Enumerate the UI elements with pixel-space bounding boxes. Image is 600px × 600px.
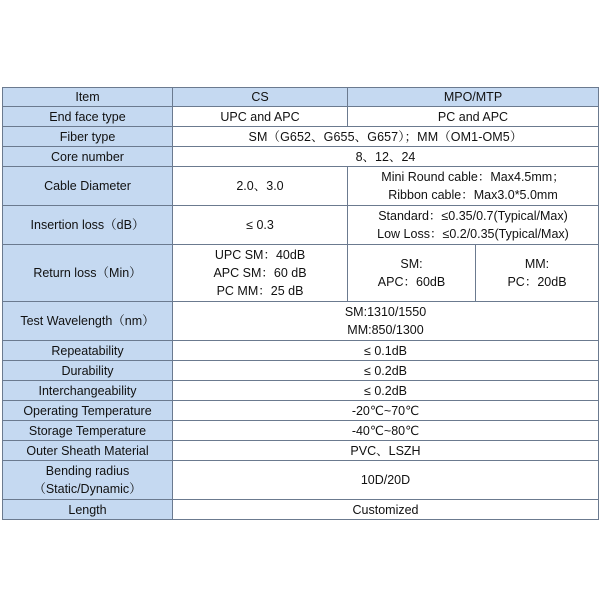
- bending-radius-label-line1: Bending radius: [45, 464, 130, 478]
- row-label-return-loss: Return loss（Min）: [3, 245, 173, 302]
- row-label-durability: Durability: [3, 361, 173, 381]
- interchangeability-value: ≤ 0.2dB: [173, 381, 599, 401]
- header-cs: CS: [173, 88, 348, 107]
- return-loss-cs: [173, 245, 348, 302]
- return-loss-cs-line2: APC SM：60 dB: [213, 266, 307, 280]
- insertion-loss-mpo-line2: Low Loss：≤0.2/0.35(Typical/Max): [377, 227, 569, 241]
- return-loss-cs-line1: UPC SM：40dB: [214, 248, 306, 262]
- insertion-loss-mpo-line1: Standard：≤0.35/0.7(Typical/Max): [378, 209, 568, 223]
- operating-temperature-value: -20℃~70℃: [173, 401, 599, 421]
- cable-diameter-mpo-line1: Mini Round cable：Max4.5mm；: [381, 170, 565, 184]
- storage-temperature-value: -40℃~80℃: [173, 421, 599, 441]
- row-label-core-number: Core number: [3, 147, 173, 167]
- row-label-insertion-loss: Insertion loss（dB）: [3, 206, 173, 245]
- bending-radius-value: 10D/20D: [173, 461, 599, 500]
- table-row: [3, 441, 599, 461]
- spec-table: [2, 87, 599, 520]
- row-label-storage-temperature: Storage Temperature: [3, 421, 173, 441]
- test-wavelength-line1: SM:1310/1550: [344, 305, 427, 319]
- row-label-test-wavelength: Test Wavelength（nm）: [3, 302, 173, 341]
- header-item: Item: [3, 88, 173, 107]
- row-label-operating-temperature: Operating Temperature: [3, 401, 173, 421]
- return-loss-mm: [476, 245, 599, 302]
- table-row: [3, 401, 599, 421]
- row-label-bending-radius: [3, 461, 173, 500]
- repeatability-value: ≤ 0.1dB: [173, 341, 599, 361]
- cable-diameter-cs: 2.0、3.0: [173, 167, 348, 206]
- table-row: [3, 147, 599, 167]
- return-loss-mm-line1: MM:: [524, 257, 550, 271]
- header-mpo: MPO/MTP: [348, 88, 599, 107]
- insertion-loss-mpo: [348, 206, 599, 245]
- return-loss-mm-line2: PC：20dB: [507, 275, 567, 289]
- table-row: [3, 341, 599, 361]
- table-row: [3, 421, 599, 441]
- table-row: [3, 461, 599, 500]
- table-row: [3, 500, 599, 520]
- row-label-interchangeability: Interchangeability: [3, 381, 173, 401]
- header-row: [3, 88, 599, 107]
- test-wavelength-line2: MM:850/1300: [347, 323, 424, 337]
- return-loss-cs-line3: PC MM：25 dB: [216, 284, 304, 298]
- return-loss-sm: [348, 245, 476, 302]
- table-row: [3, 361, 599, 381]
- row-label-cable-diameter: Cable Diameter: [3, 167, 173, 206]
- end-face-cs: UPC and APC: [173, 107, 348, 127]
- table-row: [3, 381, 599, 401]
- row-label-outer-sheath: Outer Sheath Material: [3, 441, 173, 461]
- test-wavelength-value: [173, 302, 599, 341]
- table-row: [3, 167, 599, 206]
- insertion-loss-cs: ≤ 0.3: [173, 206, 348, 245]
- bending-radius-label-line2: （Static/Dynamic）: [33, 482, 142, 496]
- row-label-repeatability: Repeatability: [3, 341, 173, 361]
- row-label-fiber-type: Fiber type: [3, 127, 173, 147]
- return-loss-sm-line2: APC：60dB: [377, 275, 446, 289]
- core-number-value: 8、12、24: [173, 147, 599, 167]
- table-row: [3, 206, 599, 245]
- row-label-end-face: End face type: [3, 107, 173, 127]
- row-label-length: Length: [3, 500, 173, 520]
- table-row: [3, 107, 599, 127]
- outer-sheath-value: PVC、LSZH: [173, 441, 599, 461]
- length-value: Customized: [173, 500, 599, 520]
- durability-value: ≤ 0.2dB: [173, 361, 599, 381]
- cable-diameter-mpo: [348, 167, 599, 206]
- cable-diameter-mpo-line2: Ribbon cable：Max3.0*5.0mm: [388, 188, 558, 202]
- table-row: [3, 245, 599, 302]
- table-row: [3, 127, 599, 147]
- end-face-mpo: PC and APC: [348, 107, 599, 127]
- fiber-type-value: SM（G652、G655、G657）；MM（OM1-OM5）: [173, 127, 599, 147]
- table-row: [3, 302, 599, 341]
- return-loss-sm-line1: SM:: [400, 257, 423, 271]
